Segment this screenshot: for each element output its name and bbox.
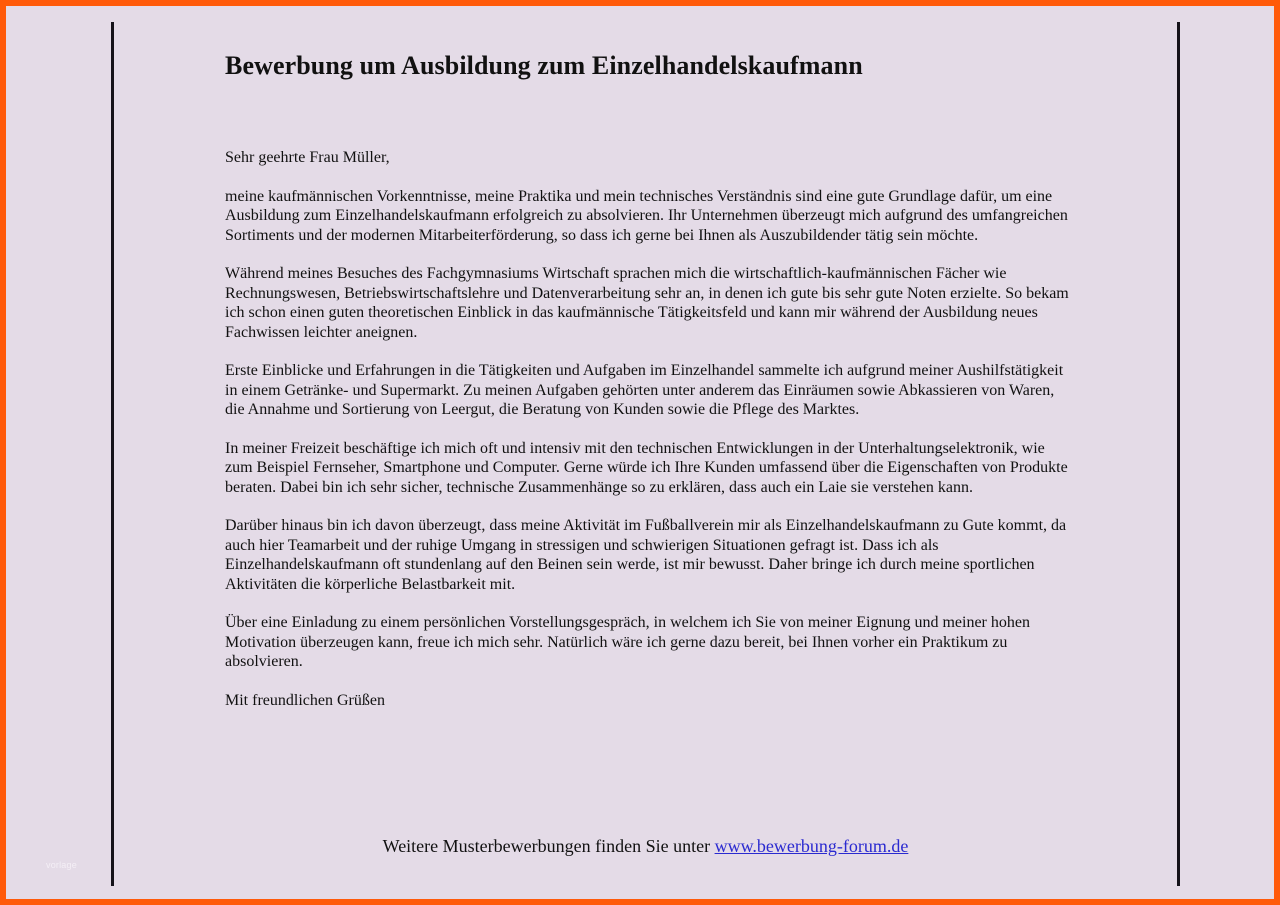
watermark-text: vorlage bbox=[46, 860, 77, 870]
footer-link[interactable]: www.bewerbung-forum.de bbox=[714, 836, 909, 856]
letter-paragraph-1: meine kaufmännischen Vorkenntnisse, meine Praktika und mein technisches Verständnis sind eine gute Grundlage dafür, um eine Ausbildung zum Einzelhandelskaufmann erfolgreich zu absolvieren. Ihr Unternehmen überzeugt mich aufgrund des umfangreichen Sortiments und der modernen Mitarbeiterförderung, so dass ich gerne bei Ihnen als Auszubildender tätig sein möchte. bbox=[225, 187, 1068, 244]
letter-paragraph-3: Erste Einblicke und Erfahrungen in die Tätigkeiten und Aufgaben im Einzelhandel sammelte ich aufgrund meiner Aushilfstätigkeit in einem Getränke- und Supermarkt. Zu meinen Aufgaben gehörten unter anderem das Einräumen sowie Abkassieren von Waren, die Annahme und Sortierung von Leergut, die Beratung von Kunden sowie die Pflege des Marktes. bbox=[225, 362, 1064, 418]
letter-salutation: Sehr geehrte Frau Müller, bbox=[225, 149, 390, 166]
letter-paragraph-6: Über eine Einladung zu einem persönlichen Vorstellungsgespräch, in welchem ich Sie von meiner Eignung und meiner hohen Motivation überzeugen kann, freue ich mich sehr. Natürlich wäre ich gerne dazu bereit, bei Ihnen vorher ein Praktikum zu absolvieren. bbox=[225, 614, 1030, 670]
letter-closing: Mit freundlichen Grüßen bbox=[225, 691, 385, 709]
footer-note bbox=[114, 835, 1177, 857]
footer-text: Weitere Musterbewerbungen finden Sie unter bbox=[382, 836, 715, 856]
right-vertical-rule bbox=[1177, 22, 1180, 886]
letter-title: Bewerbung um Ausbildung zum Einzelhandelskaufmann bbox=[225, 51, 863, 80]
left-vertical-rule bbox=[111, 22, 114, 886]
letter-paragraph-4: In meiner Freizeit beschäftige ich mich oft und intensiv mit den technischen Entwicklungen in der Unterhaltungselektronik, wie zum Beispiel Fernseher, Smartphone und Computer. Gerne würde ich Ihre Kunden umfassend über die Eigenschaften von Produkte beraten. Dabei bin ich sehr sicher, technische Zusammenhänge so zu erklären, dass auch ein Laie sie verstehen kann. bbox=[225, 439, 1068, 496]
letter-paragraph-5: Darüber hinaus bin ich davon überzeugt, dass meine Aktivität im Fußballverein mir als Einzelhandelskaufmann zu Gute kommt, da auch hier Teamarbeit und der ruhige Umgang in stressigen und schwierigen Situationen gefragt ist. Dass ich als Einzelhandelskaufmann oft stundenlang auf den Beinen sein werde, ist mir bewusst. Daher bringe ich durch meine sportlichen Aktivitäten die körperliche Belastbarkeit mit. bbox=[225, 517, 1067, 593]
letter-body bbox=[225, 44, 1070, 710]
letter-paragraph-2: Während meines Besuches des Fachgymnasiums Wirtschaft sprachen mich die wirtschaftlich-kaufmännischen Fächer wie Rechnungswesen, Betriebswirtschaftslehre und Datenverarbeitung sehr an, in denen ich gute bis sehr gute Noten erzielte. So bekam ich schon einen guten theoretischen Einblick in das kaufmännische Tätigkeitsfeld und kann mir während der Ausbildung neues Fachwissen leichter aneignen. bbox=[225, 265, 1069, 341]
